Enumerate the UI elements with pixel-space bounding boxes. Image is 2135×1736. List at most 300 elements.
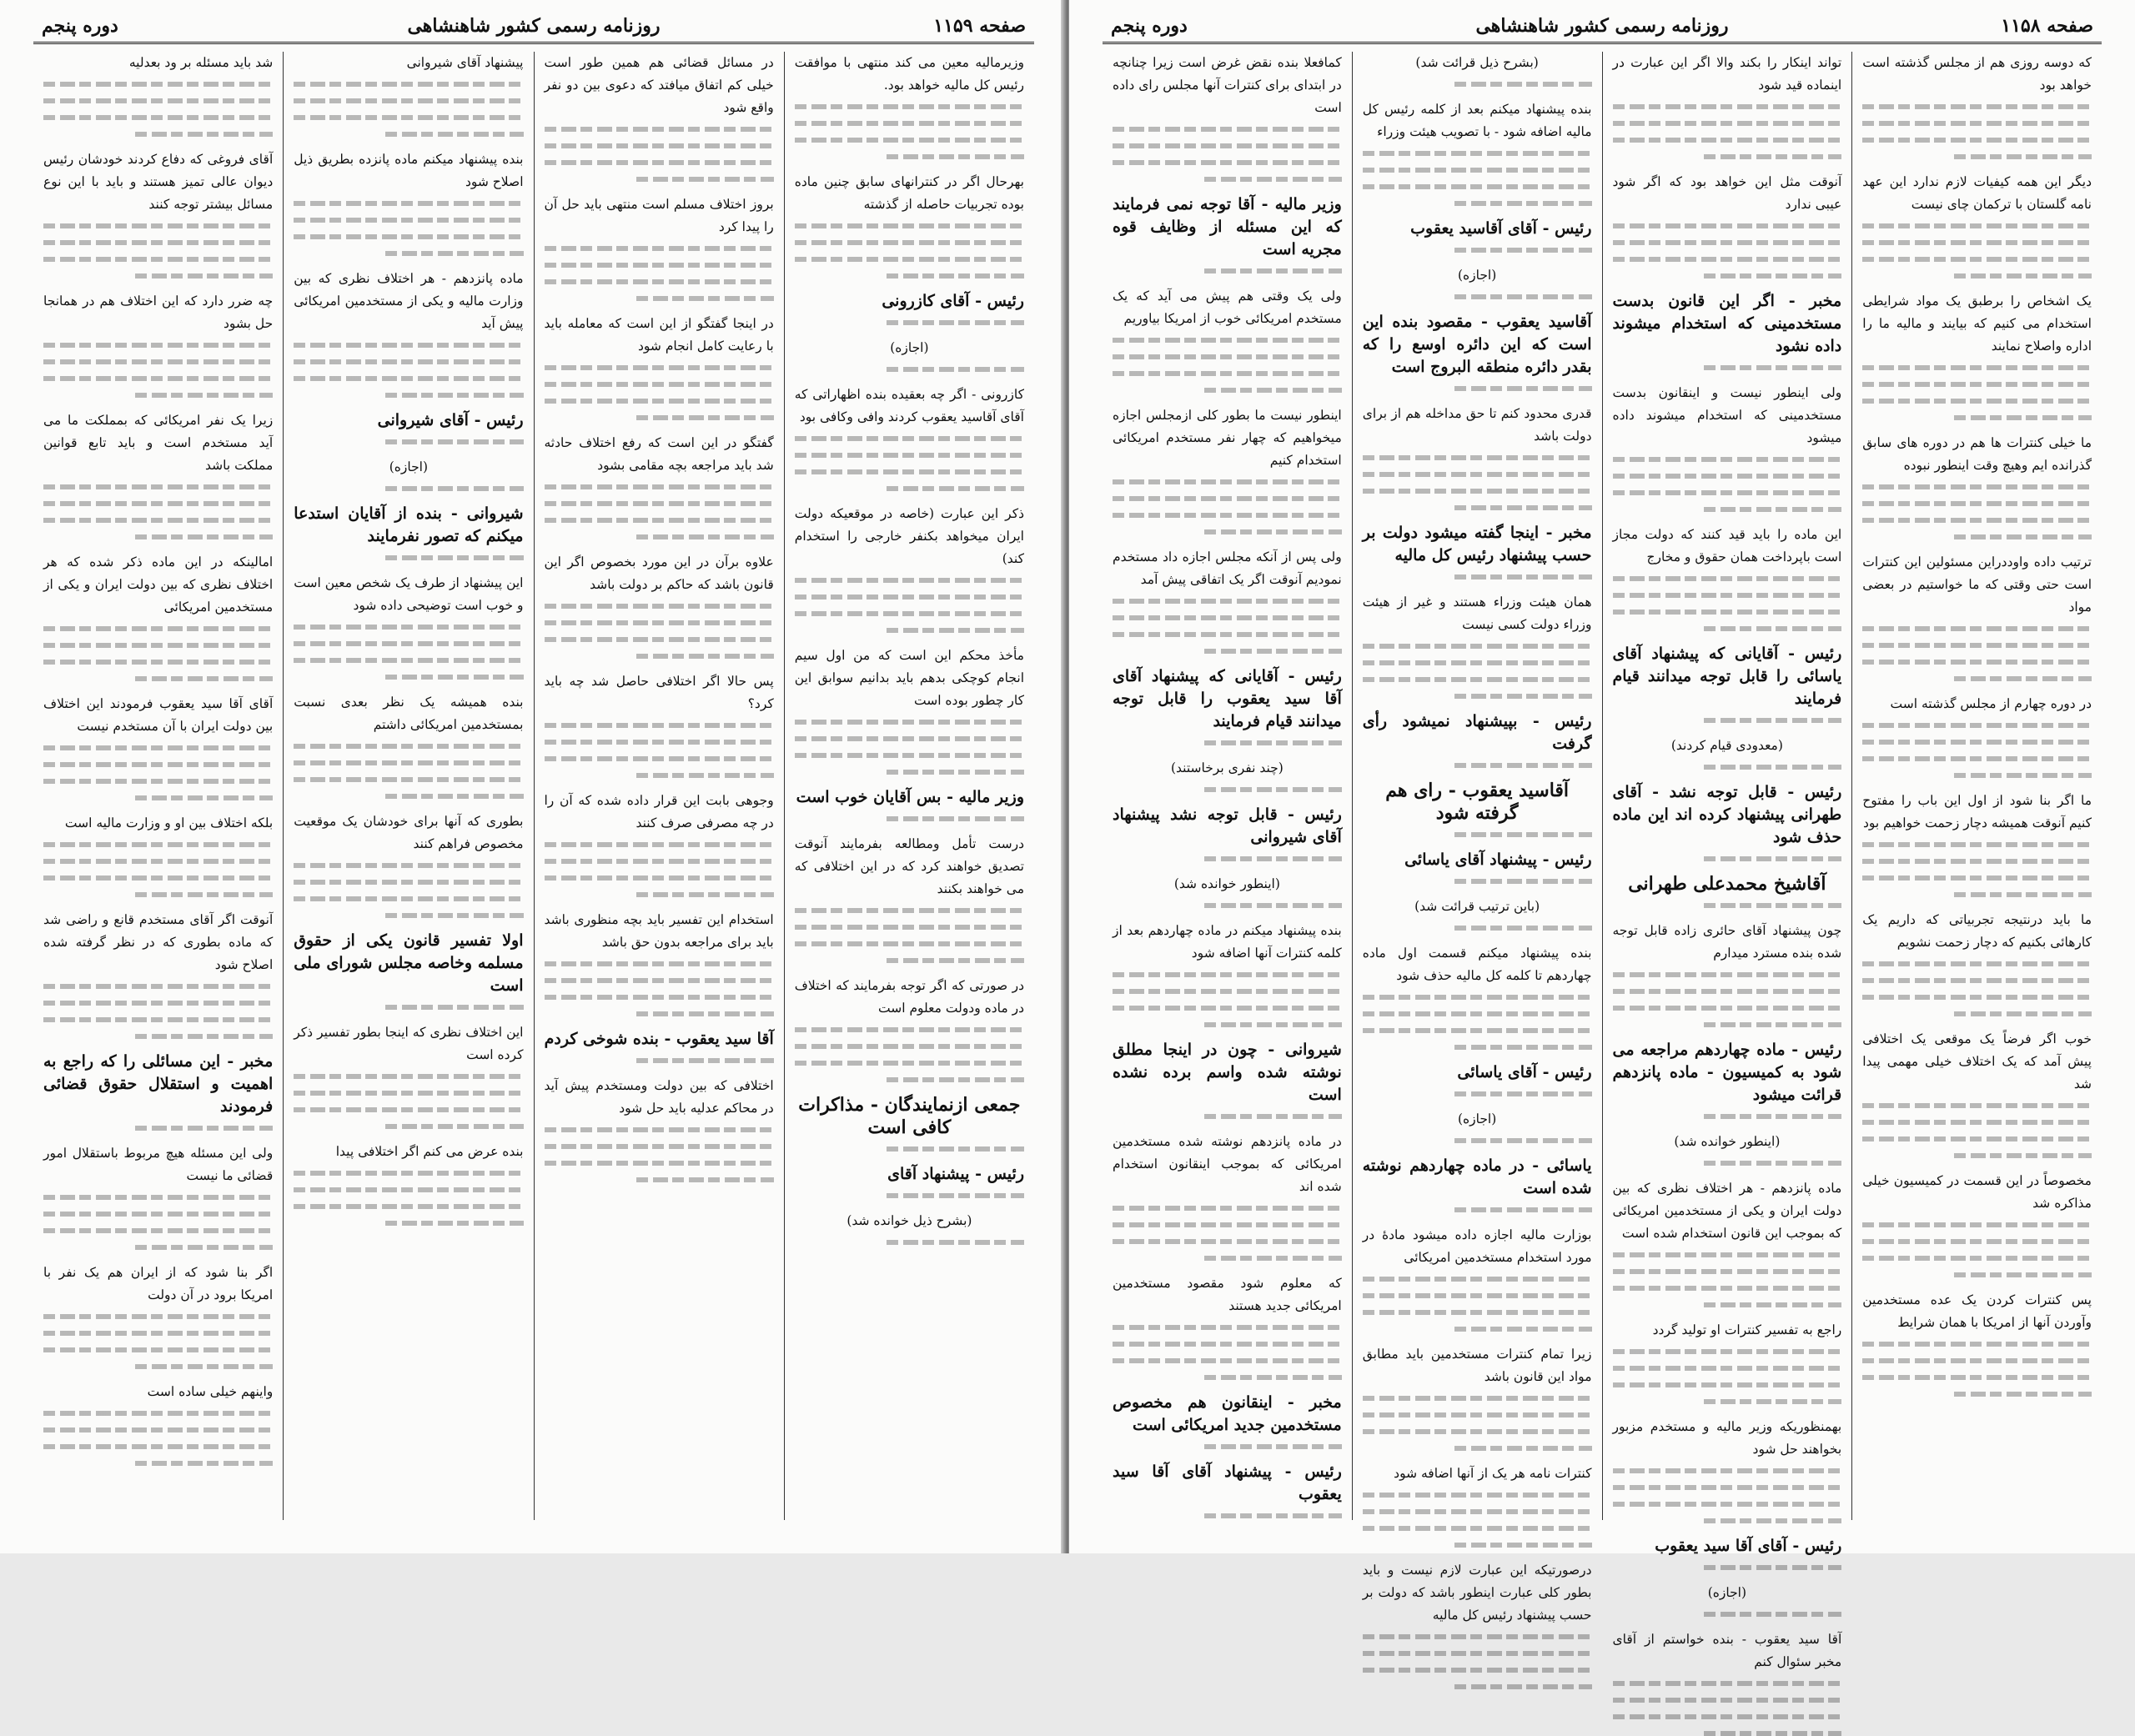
- speaker-line: یاسائی - در ماده چهاردهم نوشته شده است: [1362, 1156, 1592, 1197]
- text-line-filler: [1613, 1681, 1842, 1686]
- text-line-filler: [1454, 574, 1592, 580]
- text-line-filler: [795, 469, 1024, 474]
- text-line-filler: [1862, 138, 2092, 143]
- paragraph: وجوهی بابت این قرار داده شده که آن را در چه مصرفی صرف کنند: [544, 793, 774, 830]
- text-line-filler: [1613, 104, 1842, 109]
- text-line-filler: [795, 578, 1024, 583]
- text-line-filler: [1954, 676, 2092, 681]
- text-line-filler: [1454, 1138, 1592, 1143]
- text-line-filler: [1862, 518, 2092, 523]
- text-line-filler: [385, 1005, 523, 1010]
- text-line-filler: [1204, 1375, 1342, 1380]
- text-line-filler: [545, 1161, 774, 1166]
- paragraph: بروز اختلاف مسلم است منتهی باید حل آن را پیدا کرد: [544, 197, 774, 234]
- text-line-filler: [43, 643, 273, 648]
- speaker-line: رئیس - آقایانی که پیشنهاد آقای یاسائی را قابل توجه میدانند قیام فرمایند: [1612, 645, 1842, 708]
- text-line-filler: [1113, 615, 1342, 620]
- text-line-filler: [1113, 1342, 1342, 1347]
- text-line-filler: [1363, 1526, 1592, 1531]
- speaker-line: مخبر - اگر این قانون بدست مستخدمینی که استخدام میشوند داده نشود: [1612, 292, 1842, 355]
- text-line-filler: [294, 201, 523, 206]
- text-line-filler: [1204, 649, 1342, 654]
- text-line-filler: [1363, 1493, 1592, 1498]
- text-line-filler: [1454, 1543, 1592, 1548]
- text-line-filler: [545, 978, 774, 983]
- text-line-filler: [1704, 903, 1841, 908]
- text-line-filler: [795, 941, 1024, 946]
- left-page-column: [534, 52, 784, 1520]
- text-line-filler: [1862, 643, 2092, 648]
- text-line-filler: [43, 98, 273, 103]
- section-heading: آقاسید یعقوب - رای هم گرفته شود: [1385, 780, 1570, 824]
- text-line-filler: [1204, 1114, 1342, 1119]
- text-line-filler: [385, 555, 523, 560]
- right-page-period: دوره پنجم: [1111, 15, 1188, 37]
- text-line-filler: [1613, 138, 1842, 143]
- text-line-filler: [135, 534, 273, 539]
- text-line-filler: [1862, 1375, 2092, 1380]
- paragraph: آنوقت مثل این خواهد بود که اگر شود عیبی ندارد: [1612, 174, 1842, 212]
- speaker-line: شیروانی - بنده از آقایان استدعا میکنم که تصور نفرمایند: [294, 504, 524, 545]
- text-line-filler: [1613, 989, 1842, 994]
- text-line-filler: [1113, 632, 1342, 637]
- text-line-filler: [1113, 354, 1342, 359]
- right-page-columns: [1103, 52, 2102, 1669]
- text-line-filler: [135, 1034, 273, 1039]
- paragraph: دیگر این همه کیفیات لازم ندارد این عهد نامه گلستان با ترکمان چای نیست: [1862, 174, 2092, 212]
- paragraph: کمافعلا بنده نقض غرض است زیرا چنانچه در ابتدای برای کنترات آنها مجلس رای داده است: [1113, 55, 1342, 115]
- text-line-filler: [636, 177, 774, 182]
- text-line-filler: [545, 160, 774, 165]
- text-line-filler: [1204, 1444, 1342, 1449]
- paragraph: این ماده را باید قید کنند که دولت مجاز است باپرداخت همان حقوق و مخارج: [1612, 527, 1842, 564]
- paragraph: که معلوم شود مقصود مستخدمین امریکائی جدید هستند: [1113, 1276, 1342, 1313]
- text-line-filler: [1363, 168, 1592, 173]
- text-line-filler: [1113, 496, 1342, 501]
- left-page: [0, 0, 1068, 1553]
- text-line-filler: [294, 359, 523, 364]
- paragraph: این اختلاف نظری که اینجا بطور تفسیر ذکر کرده است: [294, 1025, 524, 1062]
- speaker-line: رئیس - پیشنهاد آقای: [887, 1165, 1024, 1183]
- text-line-filler: [1613, 257, 1842, 262]
- text-line-filler: [1704, 1518, 1841, 1523]
- text-line-filler: [1613, 576, 1842, 581]
- text-line-filler: [385, 794, 523, 799]
- text-line-filler: [795, 908, 1024, 913]
- text-line-filler: [1862, 484, 2092, 489]
- text-line-filler: [294, 82, 523, 87]
- text-line-filler: [887, 273, 1024, 278]
- text-line-filler: [1454, 248, 1592, 253]
- procedural-note: (اجازه): [1707, 1585, 1747, 1600]
- text-line-filler: [1613, 223, 1842, 228]
- text-line-filler: [294, 658, 523, 663]
- text-line-filler: [545, 1144, 774, 1149]
- text-line-filler: [1363, 660, 1592, 665]
- text-line-filler: [636, 773, 774, 778]
- paragraph: درصورتیکه این عبارت لازم نیست و باید بطور کلی عبارت اینطور باشد که دولت بر حسب پیشنهاد رئیس کل مالیه: [1362, 1563, 1592, 1623]
- text-line-filler: [1613, 1698, 1842, 1703]
- text-line-filler: [1704, 1399, 1841, 1404]
- text-line-filler: [294, 880, 523, 885]
- text-line-filler: [636, 296, 774, 301]
- text-line-filler: [887, 320, 1024, 325]
- text-line-filler: [43, 1314, 273, 1319]
- text-line-filler: [1454, 201, 1592, 206]
- text-line-filler: [1204, 787, 1342, 792]
- right-page-number: صفحه ۱۱۵۸: [2001, 15, 2093, 37]
- text-line-filler: [43, 1331, 273, 1336]
- procedural-note: (اجازه): [389, 459, 429, 474]
- text-line-filler: [1363, 472, 1592, 477]
- paragraph: خوب اگر فرضاً یک موقعی یک اختلافی پیش آمد که یک اختلاف خیلی مهمی پیدا شد: [1862, 1031, 2092, 1091]
- speaker-line: وزیر مالیه - بس آقایان خوب است: [796, 788, 1024, 806]
- text-line-filler: [1613, 1269, 1842, 1274]
- text-line-filler: [795, 611, 1024, 616]
- paragraph: در دوره چهارم از مجلس گذشته است: [1890, 696, 2092, 711]
- text-line-filler: [294, 1091, 523, 1096]
- text-line-filler: [545, 756, 774, 761]
- paragraph: بطوری که آنها برای خودشان یک موقعیت مخصوص فراهم کنند: [294, 814, 524, 851]
- text-line-filler: [1613, 490, 1842, 495]
- text-line-filler: [43, 660, 273, 665]
- text-line-filler: [545, 995, 774, 1000]
- paragraph: راجع به تفسیر کنترات او تولید گردد: [1652, 1322, 1842, 1337]
- text-line-filler: [1704, 273, 1841, 278]
- text-line-filler: [1113, 127, 1342, 132]
- paragraph: ترتیب داده واوددراین مسئولین این کنترات است حتی وقتی که ما خواستیم در بعضی مواد: [1862, 554, 2092, 615]
- text-line-filler: [545, 620, 774, 625]
- text-line-filler: [1862, 1103, 2092, 1108]
- text-line-filler: [545, 723, 774, 728]
- text-line-filler: [1204, 529, 1342, 534]
- speaker-line: رئیس - قابل توجه نشد - آقای طهرانی پیشنهاد کرده اند این ماده حذف شود: [1612, 783, 1842, 846]
- paragraph: یک اشخاص را برطبق یک مواد شرایطی استخدام می کنیم که بیایند و مالیه ما را اداره واصلاح نمایند: [1862, 294, 2092, 354]
- text-line-filler: [294, 1107, 523, 1112]
- text-line-filler: [43, 518, 273, 523]
- text-line-filler: [43, 1444, 273, 1449]
- text-line-filler: [1613, 1502, 1842, 1507]
- text-line-filler: [1454, 1327, 1592, 1332]
- text-line-filler: [545, 399, 774, 404]
- right-page-column: [1602, 52, 1852, 1669]
- text-line-filler: [43, 484, 273, 489]
- text-line-filler: [887, 816, 1024, 821]
- speaker-line: رئیس - قابل توجه نشد پیشنهاد آقای شیروانی: [1113, 805, 1342, 846]
- text-line-filler: [1862, 399, 2092, 404]
- text-line-filler: [795, 453, 1024, 458]
- procedural-note: (اجازه): [890, 340, 929, 355]
- text-line-filler: [1363, 455, 1592, 460]
- text-line-filler: [1704, 626, 1841, 631]
- text-line-filler: [1113, 513, 1342, 518]
- text-line-filler: [795, 736, 1024, 741]
- text-line-filler: [135, 795, 273, 800]
- text-line-filler: [135, 1126, 273, 1131]
- text-line-filler: [887, 770, 1024, 775]
- text-line-filler: [636, 1058, 774, 1063]
- text-line-filler: [1613, 593, 1842, 598]
- procedural-note: (باین ترتیب قرائت شد): [1414, 899, 1540, 914]
- text-line-filler: [545, 740, 774, 745]
- text-line-filler: [294, 1187, 523, 1192]
- paragraph: ولی اینطور نیست و اینقانون بدست مستخدمینی که استخدام میشوند داده میشود: [1612, 385, 1842, 445]
- text-line-filler: [545, 279, 774, 284]
- text-line-filler: [1954, 1153, 2092, 1158]
- text-line-filler: [1862, 121, 2092, 126]
- text-line-filler: [1113, 479, 1342, 484]
- right-page-header: [1103, 8, 2102, 44]
- text-line-filler: [1454, 1207, 1592, 1212]
- paragraph: بنده پیشنهاد میکنم در ماده چهاردهم بعد از کلمه کنترات آنها اضافه شود: [1113, 923, 1342, 961]
- text-line-filler: [1862, 1256, 2092, 1261]
- text-line-filler: [43, 626, 273, 631]
- text-line-filler: [294, 376, 523, 381]
- text-line-filler: [1613, 1366, 1842, 1371]
- text-line-filler: [887, 1077, 1024, 1082]
- text-line-filler: [1454, 1684, 1592, 1689]
- text-line-filler: [795, 925, 1024, 930]
- text-line-filler: [1204, 388, 1342, 393]
- left-page-column: [283, 52, 533, 1520]
- text-line-filler: [795, 223, 1024, 228]
- text-line-filler: [1954, 892, 2092, 897]
- text-line-filler: [1862, 1342, 2092, 1347]
- text-line-filler: [1363, 184, 1592, 189]
- paragraph: قدری محدود کنم تا حق مداخله هم از برای دولت باشد: [1362, 406, 1592, 444]
- left-page-column: [33, 52, 283, 1520]
- text-line-filler: [43, 1017, 273, 1022]
- paragraph: چون پیشنهاد آقای حائری زاده قابل توجه شده بنده مسترد میدارم: [1612, 923, 1842, 961]
- speaker-line: رئیس - آقای یاسائی: [1457, 1063, 1592, 1081]
- paragraph: بهرحال اگر در کنترانهای سابق چنین ماده بوده تجربیات حاصله از گذشته: [794, 174, 1024, 212]
- text-line-filler: [1862, 1239, 2092, 1244]
- paragraph: ما باید درنتیجه تجربیاتی که داریم یک کارهائی بکنیم که دچار زحمت نشویم: [1862, 912, 2092, 950]
- text-line-filler: [1113, 1239, 1342, 1244]
- text-line-filler: [43, 1001, 273, 1006]
- text-line-filler: [795, 720, 1024, 725]
- text-line-filler: [1862, 978, 2092, 983]
- text-line-filler: [135, 676, 273, 681]
- text-line-filler: [43, 115, 273, 120]
- right-page-title: روزنامه رسمی کشور شاهنشاهی: [1475, 15, 1729, 37]
- text-line-filler: [1363, 151, 1592, 156]
- text-line-filler: [1862, 104, 2092, 109]
- procedural-note: (معدودی قیام کردند): [1670, 738, 1783, 753]
- text-line-filler: [1862, 1136, 2092, 1141]
- paragraph: شد باید مسئله بر ود بعدلیه: [128, 55, 274, 70]
- speaker-line: اولا تفسیر قانون یکی از حقوق مسلمه وخاصه مجلس شورای ملی است: [294, 931, 524, 995]
- procedural-note: (چند نفری برخاستند): [1170, 760, 1284, 775]
- text-line-filler: [1204, 903, 1342, 908]
- text-line-filler: [1862, 240, 2092, 245]
- text-line-filler: [43, 762, 273, 767]
- text-line-filler: [545, 604, 774, 609]
- text-line-filler: [1613, 240, 1842, 245]
- paragraph: ماده پانزدهم - هر اختلاف نظری که بین دولت ایران و یکی از مستخدمین امریکائی که بموجب این قانون استخدام شده است: [1612, 1181, 1842, 1241]
- text-line-filler: [135, 393, 273, 398]
- speaker-line: شیروانی - چون در اینجا مطلق نوشته شده واسم برده نشده است: [1113, 1041, 1342, 1104]
- paragraph: در صورتی که اگر توجه بفرمایند که اختلاف در ماده ودولت معلوم است: [794, 978, 1024, 1016]
- text-line-filler: [1954, 1272, 2092, 1277]
- text-line-filler: [1613, 1349, 1842, 1354]
- text-line-filler: [887, 1193, 1024, 1198]
- text-line-filler: [1204, 268, 1342, 273]
- text-line-filler: [1454, 832, 1592, 837]
- text-line-filler: [1204, 177, 1342, 182]
- paragraph: که دوسه روزی هم از مجلس گذشته است خواهد بود: [1862, 55, 2092, 93]
- paragraph: در مسائل قضائی هم همین طور است خیلی کم اتفاق میافتد که دعوی بین دو نفر واقع شود: [544, 55, 774, 115]
- speaker-line: رئیس - آقایانی که پیشنهاد آقای آقا سید یعقوب را قابل توجه میدانند قیام فرمایند: [1113, 667, 1342, 730]
- text-line-filler: [1862, 501, 2092, 506]
- text-line-filler: [1363, 1293, 1592, 1298]
- text-line-filler: [545, 961, 774, 966]
- text-line-filler: [43, 1195, 273, 1200]
- text-line-filler: [135, 1364, 273, 1369]
- text-line-filler: [1862, 740, 2092, 745]
- text-line-filler: [1613, 972, 1842, 977]
- text-line-filler: [385, 1221, 523, 1226]
- text-line-filler: [1862, 995, 2092, 1000]
- text-line-filler: [1454, 294, 1592, 299]
- text-line-filler: [1862, 1120, 2092, 1125]
- text-line-filler: [545, 637, 774, 642]
- text-line-filler: [887, 154, 1024, 159]
- paragraph: اگر بنا شود که از ایران هم یک نفر با امریکا برود در آن دولت: [43, 1265, 274, 1302]
- text-line-filler: [43, 501, 273, 506]
- speaker-line: رئیس - پیشنهاد آقای آقا سید یعقوب: [1113, 1463, 1342, 1503]
- paragraph: درست تأمل ومطالعه بفرمایند آنوقت تصدیق خواهند کرد که در این اختلافی که می خواهند بکنند: [794, 836, 1024, 896]
- procedural-note: (بشرح ذیل قرائت شد): [1415, 55, 1539, 70]
- paragraph: بلکه اختلاف بین او و وزارت مالیه است: [64, 815, 274, 830]
- text-line-filler: [795, 753, 1024, 758]
- text-line-filler: [294, 98, 523, 103]
- text-line-filler: [887, 367, 1024, 372]
- text-line-filler: [1862, 365, 2092, 370]
- speaker-line: مخبر - اینجا گفته میشود دولت بر حسب پیشنهاد رئیس کل مالیه: [1362, 524, 1592, 564]
- text-line-filler: [545, 382, 774, 387]
- text-line-filler: [294, 641, 523, 646]
- paragraph: مأخذ محکم این است که من اول سیم انجام کوچکی بدهم باید بدانیم سوابق این کار چطور بوده است: [794, 648, 1024, 708]
- paragraph: واینهم خیلی ساده است: [147, 1384, 274, 1399]
- procedural-note: (اینطور خوانده شد): [1674, 1134, 1781, 1149]
- speaker-line: وزیر مالیه - آقا توجه نمی فرمایند که این مسئله از وظایف قوه مجریه است: [1113, 195, 1342, 258]
- text-line-filler: [135, 273, 273, 278]
- text-line-filler: [1113, 371, 1342, 376]
- paragraph: ما اگر بنا شود از اول این باب را مفتوح کنیم آنوقت همیشه دچار زحمت خواهیم بود: [1862, 793, 2092, 830]
- text-line-filler: [385, 1124, 523, 1129]
- text-line-filler: [135, 1461, 273, 1466]
- text-line-filler: [294, 234, 523, 239]
- text-line-filler: [1113, 143, 1342, 148]
- text-line-filler: [795, 436, 1024, 441]
- text-line-filler: [43, 984, 273, 989]
- paragraph: همان هیئت وزراء هستند و غیر از هیئت وزراء دولت کسی نیست: [1362, 595, 1592, 632]
- right-page-column: [1352, 52, 1602, 1623]
- paragraph: ولی یک وقتی هم پیش می آید که یک مستخدم امریکائی خوب از امریکا بیاوریم: [1113, 288, 1342, 326]
- text-line-filler: [43, 376, 273, 381]
- text-line-filler: [1363, 1634, 1592, 1639]
- text-line-filler: [1954, 415, 2092, 420]
- text-line-filler: [1862, 859, 2092, 864]
- text-line-filler: [1704, 1302, 1841, 1307]
- text-line-filler: [1704, 1114, 1841, 1119]
- text-line-filler: [545, 842, 774, 847]
- text-line-filler: [1363, 1028, 1592, 1033]
- text-line-filler: [795, 240, 1024, 245]
- text-line-filler: [1113, 1006, 1342, 1011]
- speaker-line: رئیس - آقای آقا سید یعقوب: [1655, 1537, 1842, 1555]
- text-line-filler: [385, 675, 523, 680]
- paragraph: زیرا تمام کنترات مستخدمین باید مطابق مواد این قانون باشد: [1362, 1347, 1592, 1384]
- text-line-filler: [1613, 474, 1842, 479]
- text-line-filler: [1113, 599, 1342, 604]
- text-line-filler: [1954, 534, 2092, 539]
- text-line-filler: [795, 257, 1024, 262]
- left-page-column: [784, 52, 1034, 1520]
- text-line-filler: [1954, 1392, 2092, 1397]
- text-line-filler: [294, 896, 523, 901]
- paragraph: گفتگو در این است که رفع اختلاف حادثه شد باید مراجعه بچه مقامی بشود: [544, 435, 774, 473]
- text-line-filler: [1454, 82, 1592, 87]
- text-line-filler: [1862, 382, 2092, 387]
- text-line-filler: [1704, 1565, 1841, 1570]
- text-line-filler: [1613, 1252, 1842, 1257]
- text-line-filler: [43, 779, 273, 784]
- text-line-filler: [1113, 989, 1342, 994]
- text-line-filler: [1613, 1468, 1842, 1473]
- text-line-filler: [1204, 1513, 1342, 1518]
- paragraph: بوزارت مالیه اجازه داده میشود مادهٔ در مورد استخدام مستخدمین امریکائی: [1362, 1227, 1592, 1265]
- paragraph: آقا سید یعقوب - بنده خواستم از آقای مخبر سئوال کنم: [1612, 1632, 1842, 1669]
- text-line-filler: [636, 654, 774, 659]
- text-line-filler: [1454, 386, 1592, 391]
- paragraph: بنده پیشنهاد میکنم ماده پانزده بطریق ذیل اصلاح شود: [294, 152, 524, 189]
- paragraph: این پیشنهاد از طرف یک شخص معین است و خوب است توضیحی داده شود: [294, 575, 524, 613]
- text-line-filler: [294, 777, 523, 782]
- paragraph: بهمنظوریکه وزیر مالیه و مستخدم مزبور بخواهند حل شود: [1612, 1419, 1842, 1457]
- left-page-number: صفحه ۱۱۵۹: [933, 15, 1026, 37]
- text-line-filler: [1363, 1277, 1592, 1282]
- text-line-filler: [294, 343, 523, 348]
- left-page-period: دوره پنجم: [42, 15, 118, 37]
- left-page-header: [33, 8, 1034, 44]
- text-line-filler: [1613, 121, 1842, 126]
- text-line-filler: [1954, 273, 2092, 278]
- text-line-filler: [545, 127, 774, 132]
- text-line-filler: [545, 518, 774, 523]
- text-line-filler: [1613, 457, 1842, 462]
- text-line-filler: [1862, 961, 2092, 966]
- speaker-line: رئیس - آقای کازرونی: [882, 292, 1024, 310]
- text-line-filler: [43, 343, 273, 348]
- text-line-filler: [1704, 1022, 1841, 1027]
- paragraph: امالینکه در این ماده ذکر شده که هر اختلاف نظری که بین دولت ایران و یکی از مستخدمین امریکائی: [43, 554, 274, 615]
- text-line-filler: [1613, 1006, 1842, 1011]
- speaker-line: رئیس - پیشنهاد آقای یاسائی: [1404, 850, 1592, 869]
- speaker-line: رئیس - آقای شیروانی: [377, 411, 524, 429]
- text-line-filler: [135, 1245, 273, 1250]
- text-line-filler: [1704, 154, 1841, 159]
- right-page-column: [1851, 52, 2102, 1520]
- speaker-line: رئیس - آقای آقاسید یعقوب: [1410, 219, 1592, 238]
- text-line-filler: [43, 876, 273, 881]
- speaker-line: رئیس - بپیشنهاد نمیشود رأی گرفت: [1362, 712, 1592, 753]
- text-line-filler: [43, 257, 273, 262]
- text-line-filler: [43, 1427, 273, 1432]
- text-line-filler: [1613, 1485, 1842, 1490]
- paragraph: بنده پیشنهاد میکنم بعد از کلمه رئیس کل مالیه اضافه شود - با تصویب هیئت وزراء: [1362, 102, 1592, 139]
